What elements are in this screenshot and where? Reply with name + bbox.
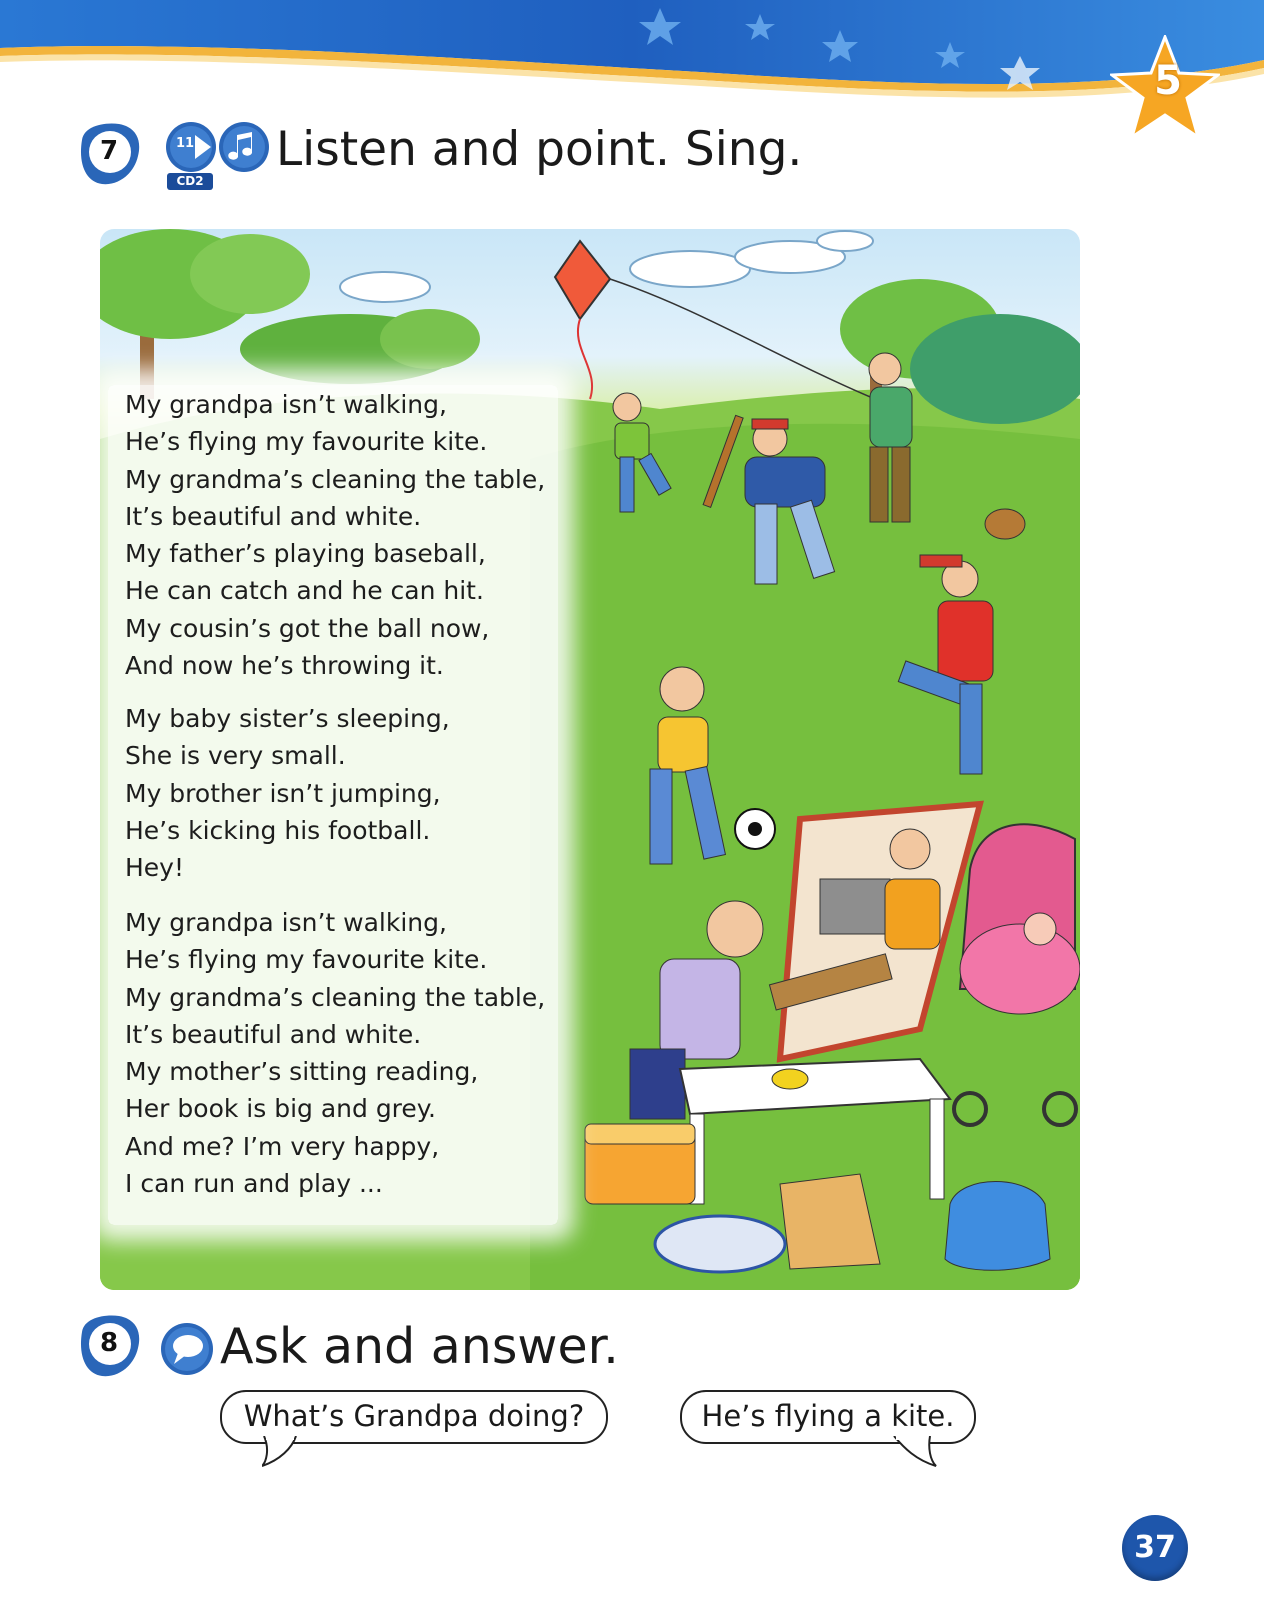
activity-number-badge <box>74 1312 144 1382</box>
song-icon[interactable] <box>218 121 270 173</box>
lyric-line: And me? I’m very happy, <box>125 1131 440 1161</box>
speaking-icon[interactable] <box>160 1322 214 1376</box>
lyric-line: My grandpa isn’t walking, <box>125 908 447 937</box>
lyric-line: He’s flying my favourite kite. <box>125 427 488 457</box>
blanket <box>655 1216 785 1272</box>
lyric-line: My grandma’s cleaning the table, <box>125 464 546 494</box>
cd-label: CD2 <box>167 173 213 190</box>
lyric-line: My brother isn’t jumping, <box>125 778 441 808</box>
picnic-basket <box>585 1124 695 1204</box>
lyric-line: My mother’s sitting reading, <box>125 1057 479 1087</box>
activity-number: 8 <box>99 1328 119 1358</box>
song-verse <box>125 904 545 1202</box>
track-number: 11 <box>175 136 195 151</box>
lyric-line: Her book is big and grey. <box>125 1094 436 1124</box>
bubble-tail-icon <box>890 1436 940 1468</box>
activity-number: 7 <box>99 136 119 166</box>
lyric-line: My cousin’s got the ball now, <box>125 613 490 643</box>
lyric-line: He’s flying my favourite kite. <box>125 945 488 975</box>
song-verse <box>125 700 450 886</box>
page-number: 37 <box>1122 1515 1188 1581</box>
lyric-line: It’s beautiful and white. <box>125 501 422 531</box>
lyric-line: She is very small. <box>125 741 346 771</box>
song-verse <box>125 386 545 684</box>
top-banner <box>0 0 1264 120</box>
lyric-line: It’s beautiful and white. <box>125 1019 422 1049</box>
speech-bubble-question: What’s Grandpa doing? <box>220 1390 608 1444</box>
bubble-tail-icon <box>262 1436 312 1468</box>
blue-bag <box>945 1182 1050 1271</box>
lyric-line: I can run and play ... <box>125 1169 383 1199</box>
speech-bubble-answer: He’s flying a kite. <box>680 1390 976 1444</box>
lyric-line: My baby sister’s sleeping, <box>125 704 450 733</box>
lyric-line: My grandpa isn’t walking, <box>125 390 447 419</box>
unit-number: 5 <box>1154 58 1182 104</box>
activity-title: Ask and answer. <box>220 1318 619 1375</box>
lyric-line: My father’s playing baseball, <box>125 539 486 569</box>
tree-left <box>100 229 480 399</box>
activity-number-badge <box>74 120 144 190</box>
lyric-line: Hey! <box>125 853 184 883</box>
lyric-line: My grandma’s cleaning the table, <box>125 982 546 1012</box>
lyric-line: And now he’s throwing it. <box>125 651 444 681</box>
lyric-line: He can catch and he can hit. <box>125 576 484 606</box>
lyric-line: He’s kicking his football. <box>125 815 431 845</box>
activity-title: Listen and point. Sing. <box>276 122 803 177</box>
